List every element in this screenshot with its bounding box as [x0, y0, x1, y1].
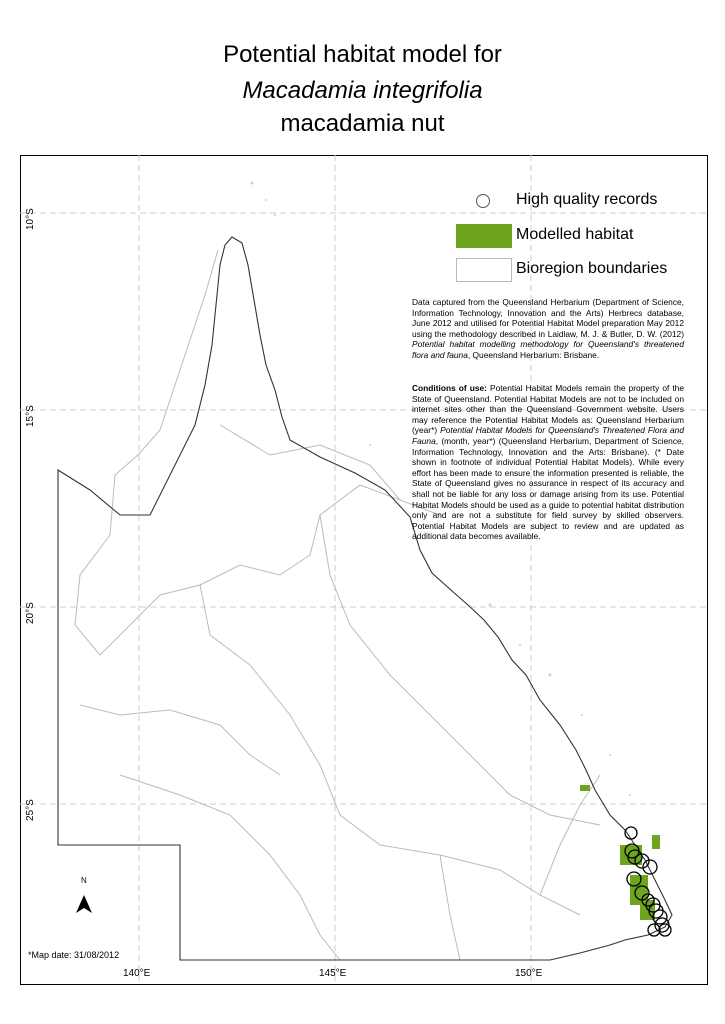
north-arrow-icon: [76, 895, 92, 913]
lat-label-20s: 20°S: [25, 602, 36, 624]
lon-label-150e: 150°E: [515, 968, 543, 979]
lat-label-25s: 25°S: [25, 799, 36, 821]
legend-bioregion-swatch: [456, 258, 512, 282]
map-title-species: Macadamia integrifolia: [242, 77, 483, 104]
data-source-note: Data captured from the Queensland Herbarium (Department of Science, Information Technology, Innovation and the Arts) Herbrecs database, June 2012 and utilised for Potential Habitat Model preparation May 2012 using the methodology described in Laidlaw, M. J. & Butler, D. W. (2012) Potential habitat modelling methodology for Queensland's threatened flora and fauna, Queensland Herbarium: Brisbane.: [412, 297, 684, 360]
lat-label-15s: 15°S: [25, 405, 36, 427]
lat-label-10s: 10°S: [25, 208, 36, 230]
legend-records-label: High quality records: [516, 191, 658, 208]
north-label: N: [81, 876, 87, 885]
graticule: [20, 155, 708, 985]
map-title-common-name: macadamia nut: [280, 110, 445, 137]
legend-habitat-label: Modelled habitat: [516, 226, 634, 243]
legend-record-symbol: [476, 194, 490, 208]
map-title-line1: Potential habitat model for: [223, 41, 502, 68]
queensland-map: [20, 155, 708, 985]
legend-bioregion-label: Bioregion boundaries: [516, 260, 668, 277]
map-date: *Map date: 31/08/2012: [28, 950, 120, 960]
lon-label-140e: 140°E: [123, 968, 151, 979]
lon-label-145e: 145°E: [319, 968, 347, 979]
legend-habitat-swatch: [456, 224, 512, 248]
conditions-of-use-note: Conditions of use: Potential Habitat Models remain the property of the State of Queensland. Potential Habitat Models are not to be included on internet sites other than the Queensland Government website. Users may reference the Potential Habitat Models as: Queensland Herbarium (year*) Potential Habitat Models for Queensland's Threatened Flora and Fauna, (month, year*) (Queensland Herbarium, Department of Science, Information Technology, Innovation and the Arts: Brisbane). (* Date shown in footnote of individual Potential Habitat Models). While every effort has been made to ensure the information presented is reliable, the State of Queensland gives no assurance in respect of its accuracy and shall not be liable for any loss or damage arising from its use. Potential Habitat Models should be used as a guide to potential habitat distribution only and are not a substitute for field survey by skilled observers. Potential Habitat Models are subject to review and are updated as additional data becomes available.: [412, 383, 684, 542]
